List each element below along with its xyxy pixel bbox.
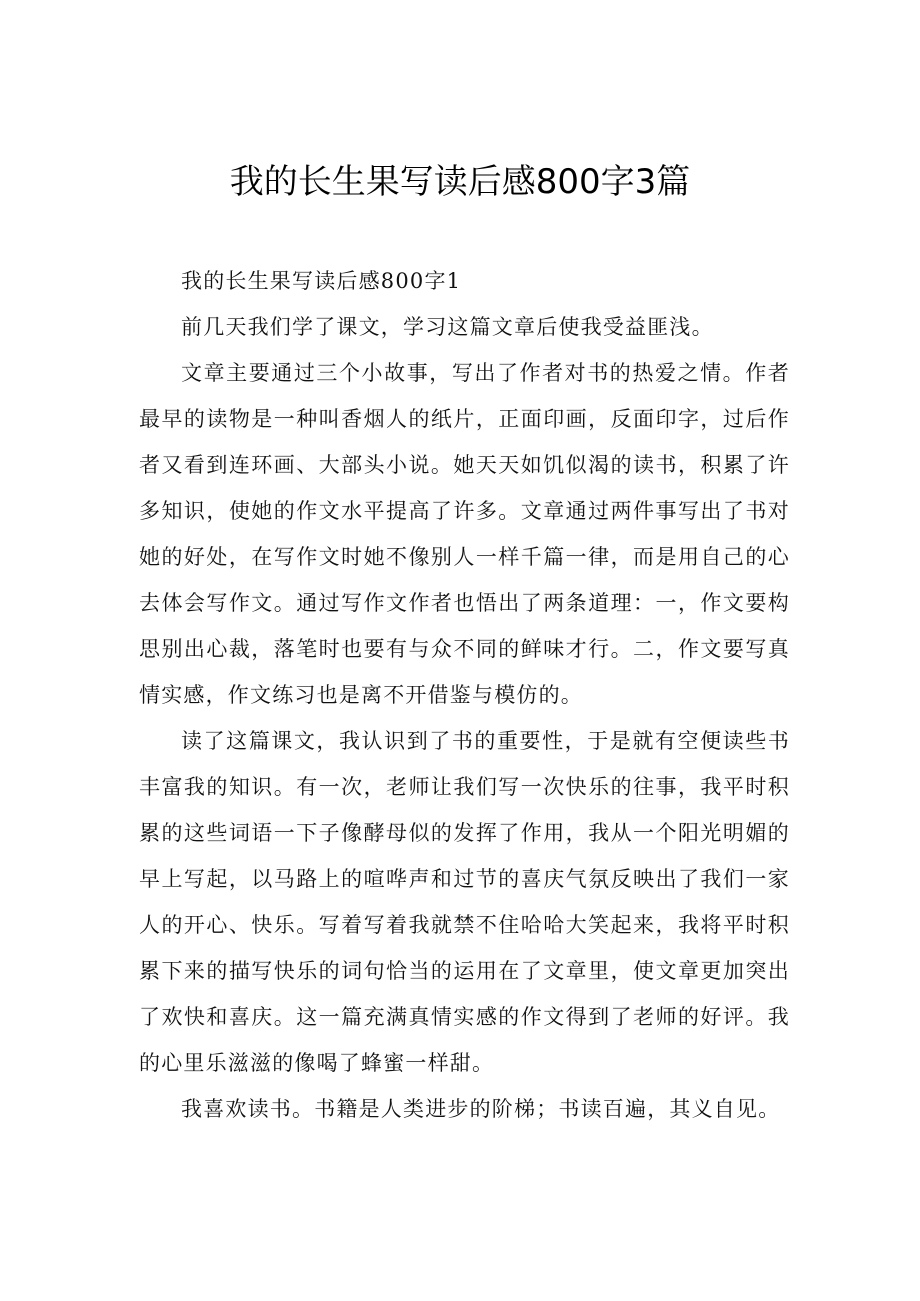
paragraph-conclusion: 我喜欢读书。书籍是人类进步的阶梯；书读百遍，其义自见。 <box>181 1097 781 1121</box>
section-heading: 我的长生果写读后感800字1 <box>181 269 462 293</box>
document-body <box>139 258 790 1132</box>
paragraph-intro: 前几天我们学了课文，学习这篇文章后使我受益匪浅。 <box>181 315 714 339</box>
paragraph-summary: 文章主要通过三个小故事，写出了作者对书的热爱之情。作者最早的读物是一种叫香烟人的纸片，正面印画，反面印字，过后作者又看到连环画、大部头小说。她天天如饥似渴的读书，积累了许多知识，使她的作文水平提高了许多。文章通过两件事写出了书对她的好处，在写作文时她不像别人一样千篇一律，而是用自己的心去体会写作文。通过写作文作者也悟出了两条道理：一，作文要构思别出心裁，落笔时也要有与众不同的鲜味才行。二，作文要写真情实感，作文练习也是离不开借鉴与模仿的。 <box>139 361 790 707</box>
document-title: 我的长生果写读后感800字3篇 <box>229 162 691 202</box>
paragraph-experience: 读了这篇课文，我认识到了书的重要性，于是就有空便读些书丰富我的知识。有一次，老师让我们写一次快乐的往事，我平时积累的这些词语一下子像酵母似的发挥了作用，我从一个阳光明媚的早上写起，以马路上的喧哗声和过节的喜庆气氛反映出了我们一家人的开心、快乐。写着写着我就禁不住哈哈大笑起来，我将平时积累下来的描写快乐的词句恰当的运用在了文章里，使文章更加突出了欢快和喜庆。这一篇充满真情实感的作文得到了老师的好评。我的心里乐滋滋的像喝了蜂蜜一样甜。 <box>139 729 790 1075</box>
